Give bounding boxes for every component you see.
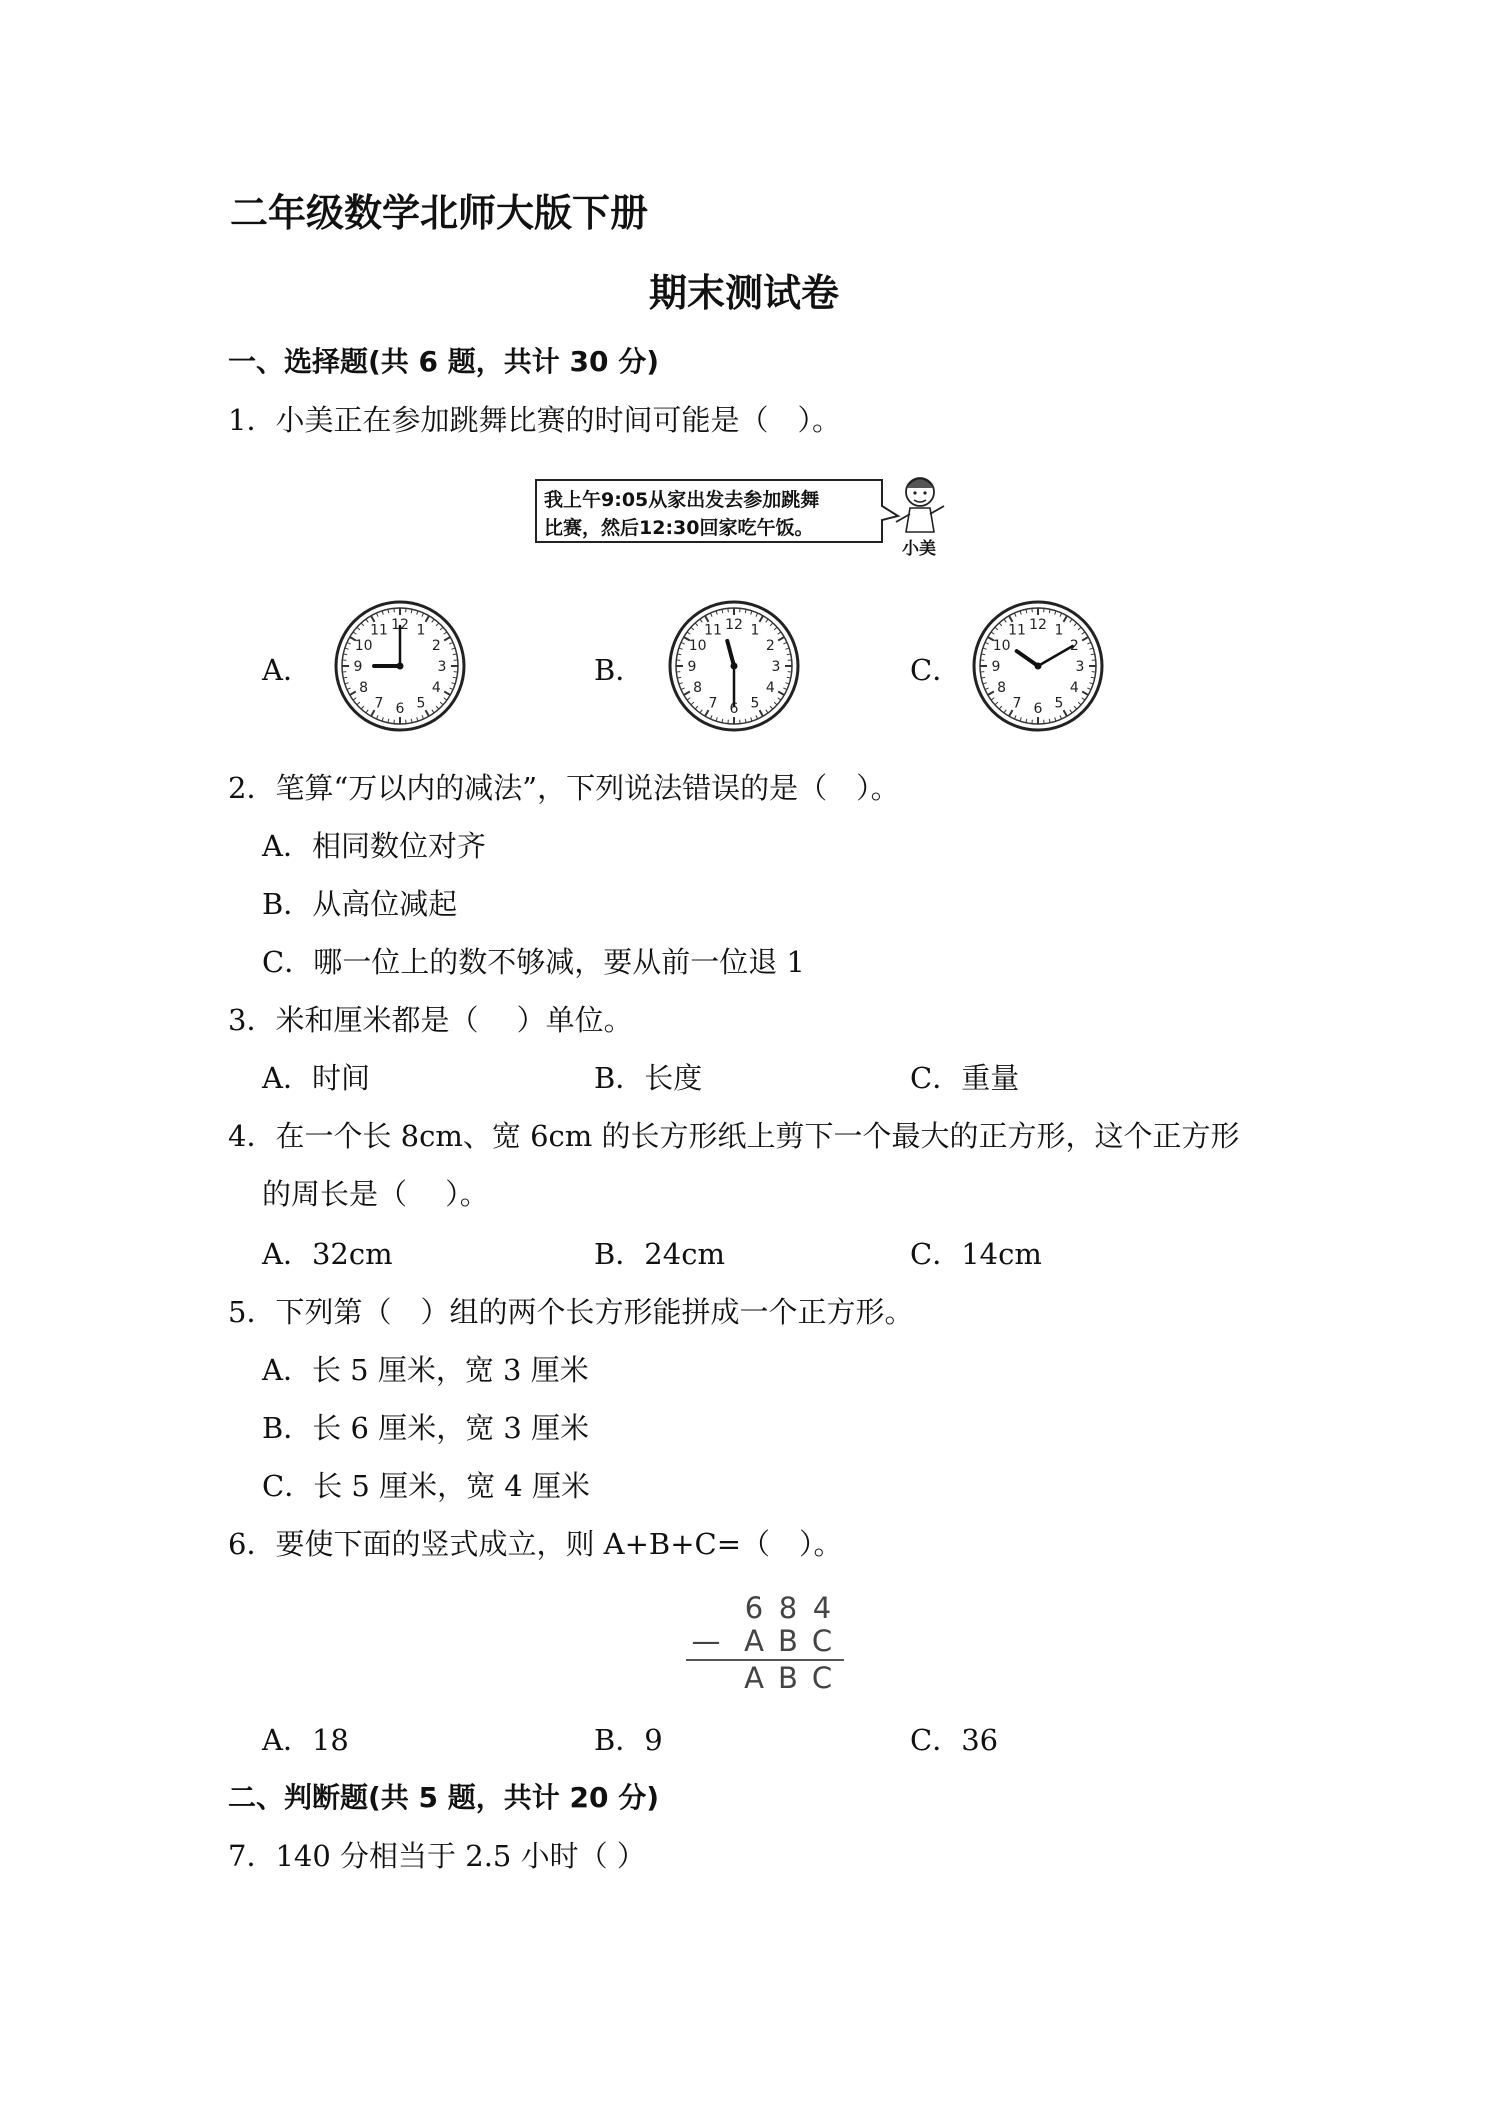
vertical-subtraction — [676, 1588, 856, 1698]
q1-option-a-label: A． — [262, 653, 312, 687]
q6-option-b: B．9 — [594, 1723, 663, 1757]
letter-b-row3: B — [778, 1661, 798, 1695]
q3-option-b: B．长度 — [594, 1061, 703, 1095]
digit-8: 8 — [778, 1591, 798, 1625]
bubble-line-1: 我上午9:05从家出发去参加跳舞 — [544, 489, 820, 511]
question-5-stem: 5．下列第（ ）组的两个长方形能拼成一个正方形。 — [228, 1295, 914, 1329]
letter-a-row2: A — [744, 1624, 764, 1658]
clock-number: 12 — [725, 617, 743, 633]
clock-number: 2 — [1069, 638, 1079, 654]
clock-number: 4 — [1069, 680, 1079, 696]
q4-option-b: B．24cm — [594, 1237, 725, 1271]
clock-center — [1035, 663, 1042, 670]
clock-number: 10 — [354, 638, 373, 654]
question-2-stem: 2．笔算“万以内的减法”，下列说法错误的是（ ）。 — [228, 771, 900, 805]
clock-number: 3 — [1075, 659, 1085, 675]
clock-number: 8 — [359, 680, 369, 696]
clock-number: 12 — [391, 617, 409, 633]
q5-option-a: A．长 5 厘米，宽 3 厘米 — [262, 1353, 589, 1387]
letter-c-row3: C — [811, 1661, 833, 1695]
clock-number: 11 — [370, 622, 388, 639]
girl-figure — [896, 478, 944, 532]
clock-number: 5 — [1054, 695, 1064, 712]
clock-center — [731, 663, 738, 670]
clock-number: 7 — [374, 695, 384, 712]
clock-number: 4 — [765, 680, 775, 696]
q1-option-b-label: B． — [594, 653, 645, 687]
letter-a-row3: A — [744, 1661, 764, 1695]
letter-b-row2: B — [778, 1624, 798, 1658]
q4-option-a: A．32cm — [262, 1237, 393, 1271]
q2-option-b: B．从高位减起 — [262, 887, 458, 921]
minus-sign: — — [691, 1624, 721, 1658]
clock-number: 3 — [437, 659, 447, 675]
clock-number: 5 — [416, 695, 426, 712]
q6-option-a: A．18 — [262, 1723, 349, 1757]
q3-option-a: A．时间 — [262, 1061, 370, 1095]
q4-option-c: C．14cm — [910, 1237, 1042, 1271]
section-heading-judgement: 二、判断题(共 5 题，共计 20 分) — [228, 1781, 660, 1814]
q2-option-c: C．哪一位上的数不够减，要从前一位退 1 — [262, 945, 805, 979]
q2-option-a: A．相同数位对齐 — [262, 829, 486, 863]
q6-option-c: C．36 — [910, 1723, 999, 1757]
question-3-stem: 3．米和厘米都是（ ）单位。 — [228, 1003, 633, 1037]
q1-speech-illustration — [530, 470, 970, 560]
clock-b-icon — [666, 596, 802, 740]
clock-number: 10 — [992, 638, 1011, 654]
clock-number: 9 — [991, 659, 1001, 675]
clock-number: 11 — [704, 622, 722, 639]
letter-c-row2: C — [811, 1624, 833, 1658]
document-title: 二年级数学北师大版下册 — [230, 191, 649, 235]
clock-number: 1 — [416, 622, 426, 639]
document-subtitle: 期末测试卷 — [648, 271, 839, 315]
clock-number: 1 — [750, 622, 760, 639]
person-label: 小美 — [902, 539, 936, 559]
clock-number: 6 — [1033, 701, 1043, 717]
digit-4: 4 — [812, 1591, 832, 1625]
clock-number: 11 — [1008, 622, 1026, 639]
q5-option-b: B．长 6 厘米，宽 3 厘米 — [262, 1411, 590, 1445]
q1-option-c-label: C． — [910, 653, 962, 687]
clock-a-icon — [332, 596, 468, 740]
clock-number: 6 — [395, 701, 405, 717]
clock-number: 1 — [1054, 622, 1064, 639]
clock-number: 3 — [771, 659, 781, 675]
clock-number: 12 — [1029, 617, 1047, 633]
clock-number: 8 — [997, 680, 1007, 696]
clock-number: 8 — [693, 680, 703, 696]
clock-number: 2 — [765, 638, 775, 654]
bubble-line-2: 比赛，然后12:30回家吃午饭。 — [544, 517, 814, 539]
clock-number: 7 — [1012, 695, 1022, 712]
question-6-stem: 6．要使下面的竖式成立，则 A+B+C=（ ）。 — [228, 1527, 843, 1561]
clock-number: 2 — [431, 638, 441, 654]
clock-number: 6 — [729, 701, 739, 717]
question-4-stem-line-2: 的周长是（ ）。 — [262, 1177, 489, 1211]
section-heading-choice: 一、选择题(共 6 题，共计 30 分) — [228, 345, 660, 378]
question-4-stem-line-1: 4．在一个长 8cm、宽 6cm 的长方形纸上剪下一个最大的正方形，这个正方形 — [228, 1119, 1240, 1153]
clock-center — [397, 663, 404, 670]
question-1-stem: 1．小美正在参加跳舞比赛的时间可能是（ ）。 — [228, 403, 841, 437]
question-7-stem: 7．140 分相当于 2.5 小时（ ） — [228, 1839, 646, 1873]
clock-number: 4 — [431, 680, 441, 696]
clock-c-icon — [970, 596, 1106, 740]
digit-6: 6 — [744, 1591, 764, 1625]
clock-number: 9 — [353, 659, 363, 675]
clock-number: 5 — [750, 695, 760, 712]
clock-number: 10 — [688, 638, 707, 654]
clock-number: 7 — [708, 695, 718, 712]
clock-number: 9 — [687, 659, 697, 675]
q3-option-c: C．重量 — [910, 1061, 1020, 1095]
q5-option-c: C．长 5 厘米，宽 4 厘米 — [262, 1469, 590, 1503]
